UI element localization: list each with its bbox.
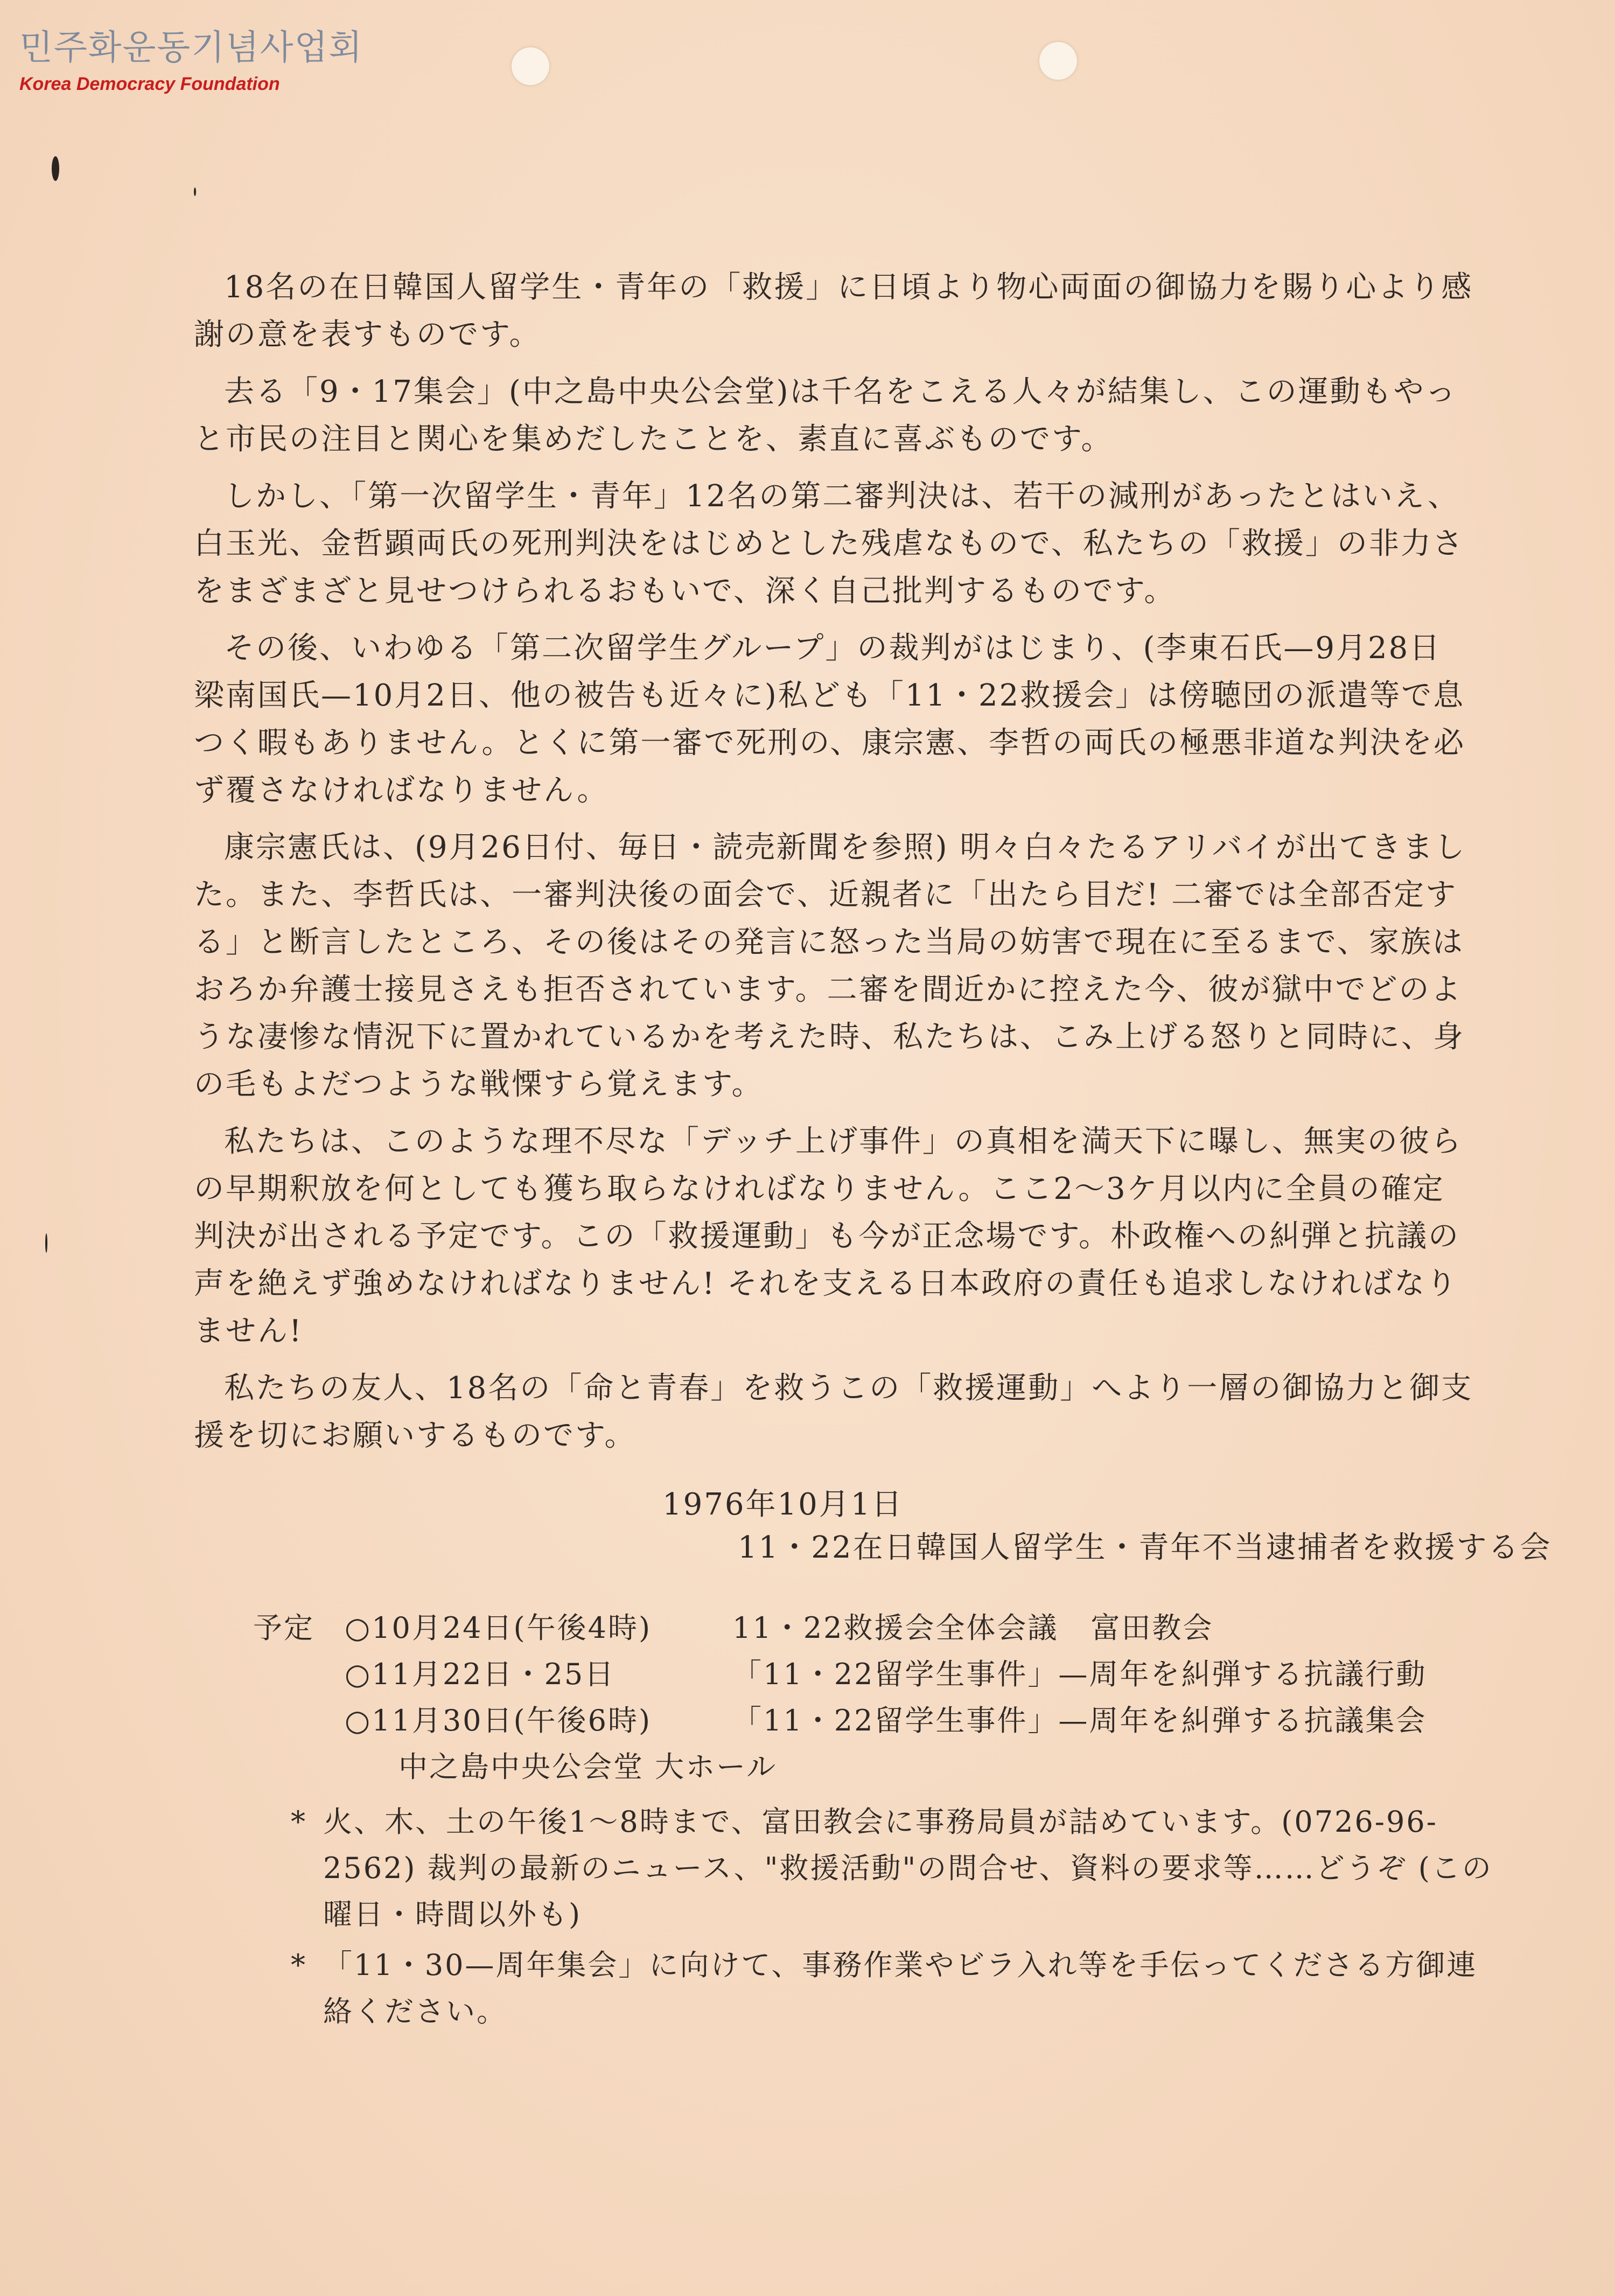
schedule-event: 「11・22留学生事件」—周年を糾弾する抗議行動 bbox=[732, 1657, 1427, 1691]
schedule-label: 予定 bbox=[253, 1611, 314, 1645]
organization-name: 11・22在日韓国人留学生・青年不当逮捕者を救援する会 bbox=[738, 1530, 1552, 1565]
schedule-extra-line bbox=[345, 1744, 1427, 1790]
paragraph-7: 私たちの友人、18名の「命と青春」を救うこの「救援運動」へより一層の御協力と御支援を切にお願いするものです。 bbox=[194, 1371, 1473, 1453]
logo-english-text: Korea Democracy Foundation bbox=[19, 74, 280, 94]
paragraph-5: 康宗憲氏は、(9月26日付、毎日・読売新聞を参照) 明々白々たるアリバイが出てきました。また、李哲氏は、一審判決後の面会で、近親者に「出たら目だ! 二審では全部否定する」と断言したところ、その後はその発言に怒った当局の妨害で現在に至るまで、家族はおろか弁護士接見さえも拒否されています。二審を間近かに控えた今、彼が獄中でどのような凄惨な情況下に置かれているかを考えた時、私たちは、こみ上げる怒りと同時に、身の毛もよだつような戦慄すら覚えます。 bbox=[194, 830, 1466, 1102]
paragraph-1: 18名の在日韓国人留学生・青年の「救援」に日頃より物心両面の御協力を賜り心より感謝の意を表すものです。 bbox=[194, 270, 1473, 352]
ink-mark bbox=[52, 156, 59, 181]
schedule-item bbox=[345, 1605, 1427, 1651]
letter-body bbox=[194, 264, 1476, 1469]
foundation-logo bbox=[19, 24, 363, 96]
punch-hole-right bbox=[1039, 42, 1077, 80]
logo-korean-text: 민주화운동기념사업회 bbox=[19, 28, 363, 68]
note-text: 火、木、土の午後1〜8時まで、富田教会に事務局員が詰めています。(0726-96-2562) 裁判の最新のニュース、"救援活動"の問合せ、資料の要求等……どうぞ (この曜日・時間以外も) bbox=[323, 1805, 1493, 1931]
schedule-event: 「11・22留学生事件」—周年を糾弾する抗議集会 bbox=[732, 1704, 1427, 1737]
paragraph-4: その後、いわゆる「第二次留学生グループ」の裁判がはじまり、(李東石氏—9月28日 梁南国氏—10月2日、他の被告も近々に)私ども「11・22救援会」は傍聴団の派遣等で息つく暇もありません。とくに第一審で死刑の、康宗憲、李哲の両氏の極悪非道な判決を必ず覆さなければなりません。 bbox=[194, 631, 1466, 808]
paragraph-6: 私たちは、このような理不尽な「デッチ上げ事件」の真相を満天下に曝し、無実の彼らの早期釈放を何としても獲ち取らなければなりません。ここ2〜3ケ月以内に全員の確定判決が出される予定です。この「救援運動」も今が正念場です。朴政権への糾弾と抗議の声を絶えず強めなければなりません! それを支える日本政府の責任も追求しなければなりません! bbox=[194, 1124, 1463, 1349]
schedule-event: 11・22救援会全体会議 bbox=[732, 1611, 1059, 1645]
schedule-date: ○10月24日(午後4時) bbox=[345, 1611, 652, 1645]
paragraph-2: 去る「9・17集会」(中之島中央公会堂)は千名をこえる人々が結集し、この運動もやっと市民の注目と関心を集めだしたことを、素直に喜ぶものです。 bbox=[194, 374, 1457, 457]
schedule-date: ○11月30日(午後6時) bbox=[345, 1704, 652, 1737]
paragraph-3: しかし、「第一次留学生・青年」12名の第二審判決は、若干の減刑があったとはいえ、白玉光、金哲顕両氏の死刑判決をはじめとした残虐なもので、私たちの「救援」の非力さをまざまざと見せつけられるおもいで、深く自己批判するものです。 bbox=[194, 479, 1464, 609]
note-text: 「11・30—周年集会」に向けて、事務作業やビラ入れ等を手伝ってくださる方御連絡ください。 bbox=[323, 1948, 1478, 2028]
note-item bbox=[291, 1942, 1508, 2035]
schedule-item bbox=[345, 1698, 1427, 1744]
notes-section bbox=[291, 1799, 1508, 2039]
schedule-date: ○11月22日・25日 bbox=[345, 1657, 616, 1691]
asterisk-icon: * bbox=[291, 1805, 307, 1839]
schedule-item bbox=[345, 1651, 1427, 1698]
punch-hole-left bbox=[512, 47, 549, 85]
schedule-section bbox=[253, 1605, 1427, 1790]
ink-mark-margin bbox=[45, 1233, 47, 1253]
asterisk-icon: * bbox=[291, 1948, 307, 1982]
schedule-venue: 富田教会 bbox=[1090, 1611, 1214, 1645]
note-item bbox=[291, 1799, 1508, 1938]
ink-mark-small bbox=[194, 187, 196, 196]
letter-date: 1976年10月1日 bbox=[662, 1487, 904, 1522]
schedule-venue-hall: 中之島中央公会堂 大ホール bbox=[398, 1750, 778, 1784]
